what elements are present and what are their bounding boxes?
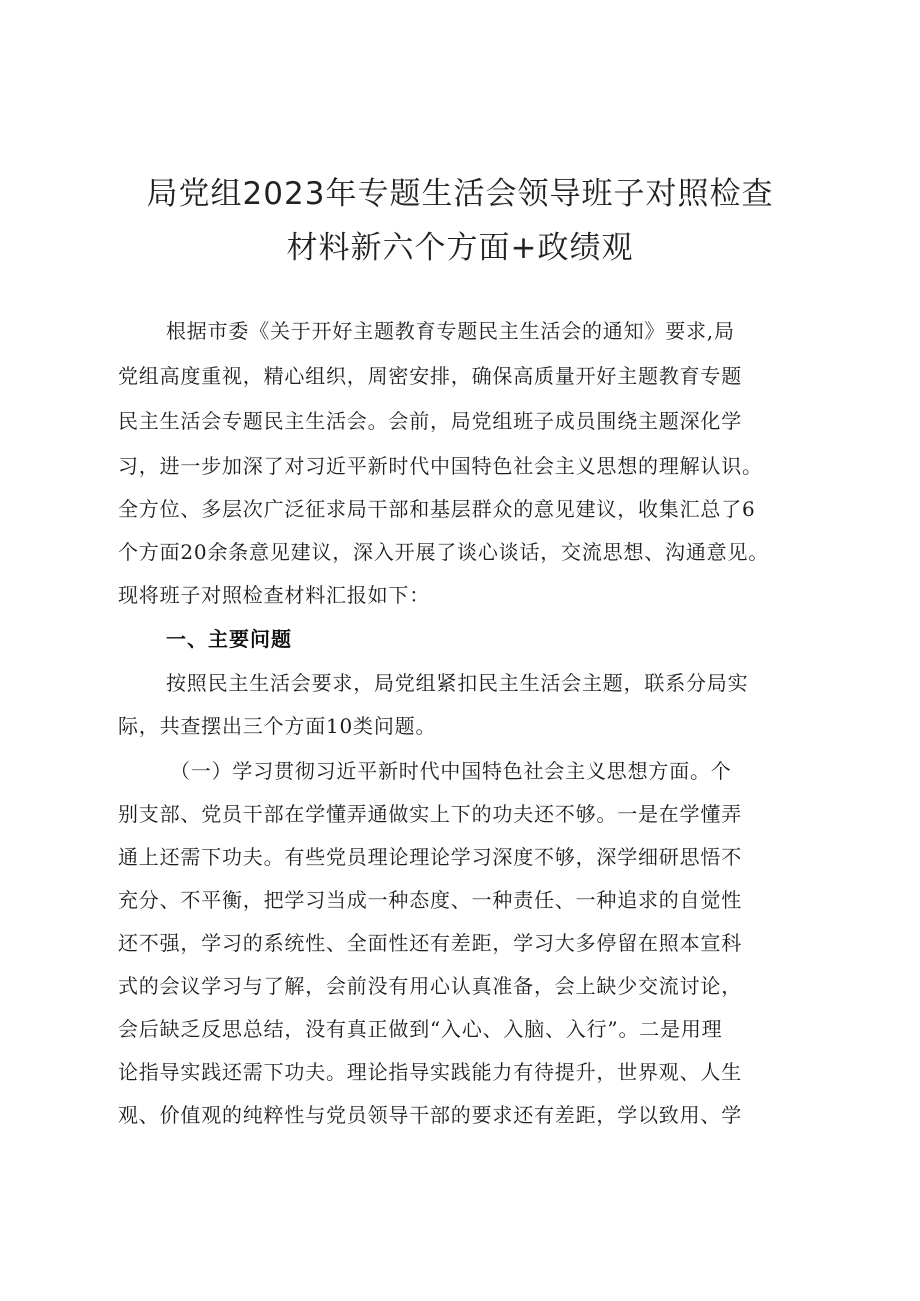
sub1-line-2: 别支部、党员干部在学懂弄通做实上下的功夫还不够。一是在学懂弄: [118, 802, 742, 826]
intro-line-2: 党组高度重视，精心组织，周密安排，确保高质量开好主题教育专题: [118, 364, 742, 388]
document-title-line-1: 局党组2023年专题生活会领导班子对照检查: [146, 176, 774, 212]
section1-line-1: 按照民主生活会要求，局党组紧扣民主生活会主题，联系分局实: [166, 671, 749, 695]
section-heading-main-issues: 一、主要问题: [166, 627, 292, 651]
sub1-line-8: 论指导实践还需下功夫。理论指导实践能力有待提升，世界观、人生: [118, 1060, 742, 1084]
document-title-line-2: 材料新六个方面+政绩观: [286, 230, 634, 266]
intro-line-1: 根据市委《关于开好主题教育专题民主生活会的通知》要求,局: [166, 319, 735, 343]
intro-line-7: 现将班子对照检查材料汇报如下：: [118, 583, 430, 607]
sub1-line-6: 式的会议学习与了解，会前没有用心认真准备，会上缺少交流讨论，: [118, 974, 742, 998]
intro-line-6: 个方面20余条意见建议，深入开展了谈心谈话，交流思想、沟通意见。: [118, 540, 770, 564]
sub1-line-1: （一）学习贯彻习近平新时代中国特色社会主义思想方面。个: [170, 759, 732, 783]
sub1-line-3: 通上还需下功夫。有些党员理论理论学习深度不够，深学细研思悟不: [118, 845, 742, 869]
intro-line-5: 全方位、多层次广泛征求局干部和基层群众的意见建议，收集汇总了6: [118, 497, 756, 521]
intro-line-4: 习，进一步加深了对习近平新时代中国特色社会主义思想的理解认识。: [118, 454, 763, 478]
sub1-line-5: 还不强，学习的系统性、全面性还有差距，学习大多停留在照本宣科: [118, 931, 742, 955]
sub1-line-4: 充分、不平衡，把学习当成一种态度、一种责任、一种追求的自觉性: [118, 888, 742, 912]
section1-line-2: 际，共查摆出三个方面10类问题。: [118, 714, 437, 738]
intro-line-3: 民主生活会专题民主生活会。会前，局党组班子成员围绕主题深化学: [118, 409, 742, 433]
sub1-line-9: 观、价值观的纯粹性与党员领导干部的要求还有差距，学以致用、学: [118, 1103, 742, 1127]
sub1-line-7: 会后缺乏反思总结，没有真正做到“入心、入脑、入行”。二是用理: [118, 1017, 723, 1041]
